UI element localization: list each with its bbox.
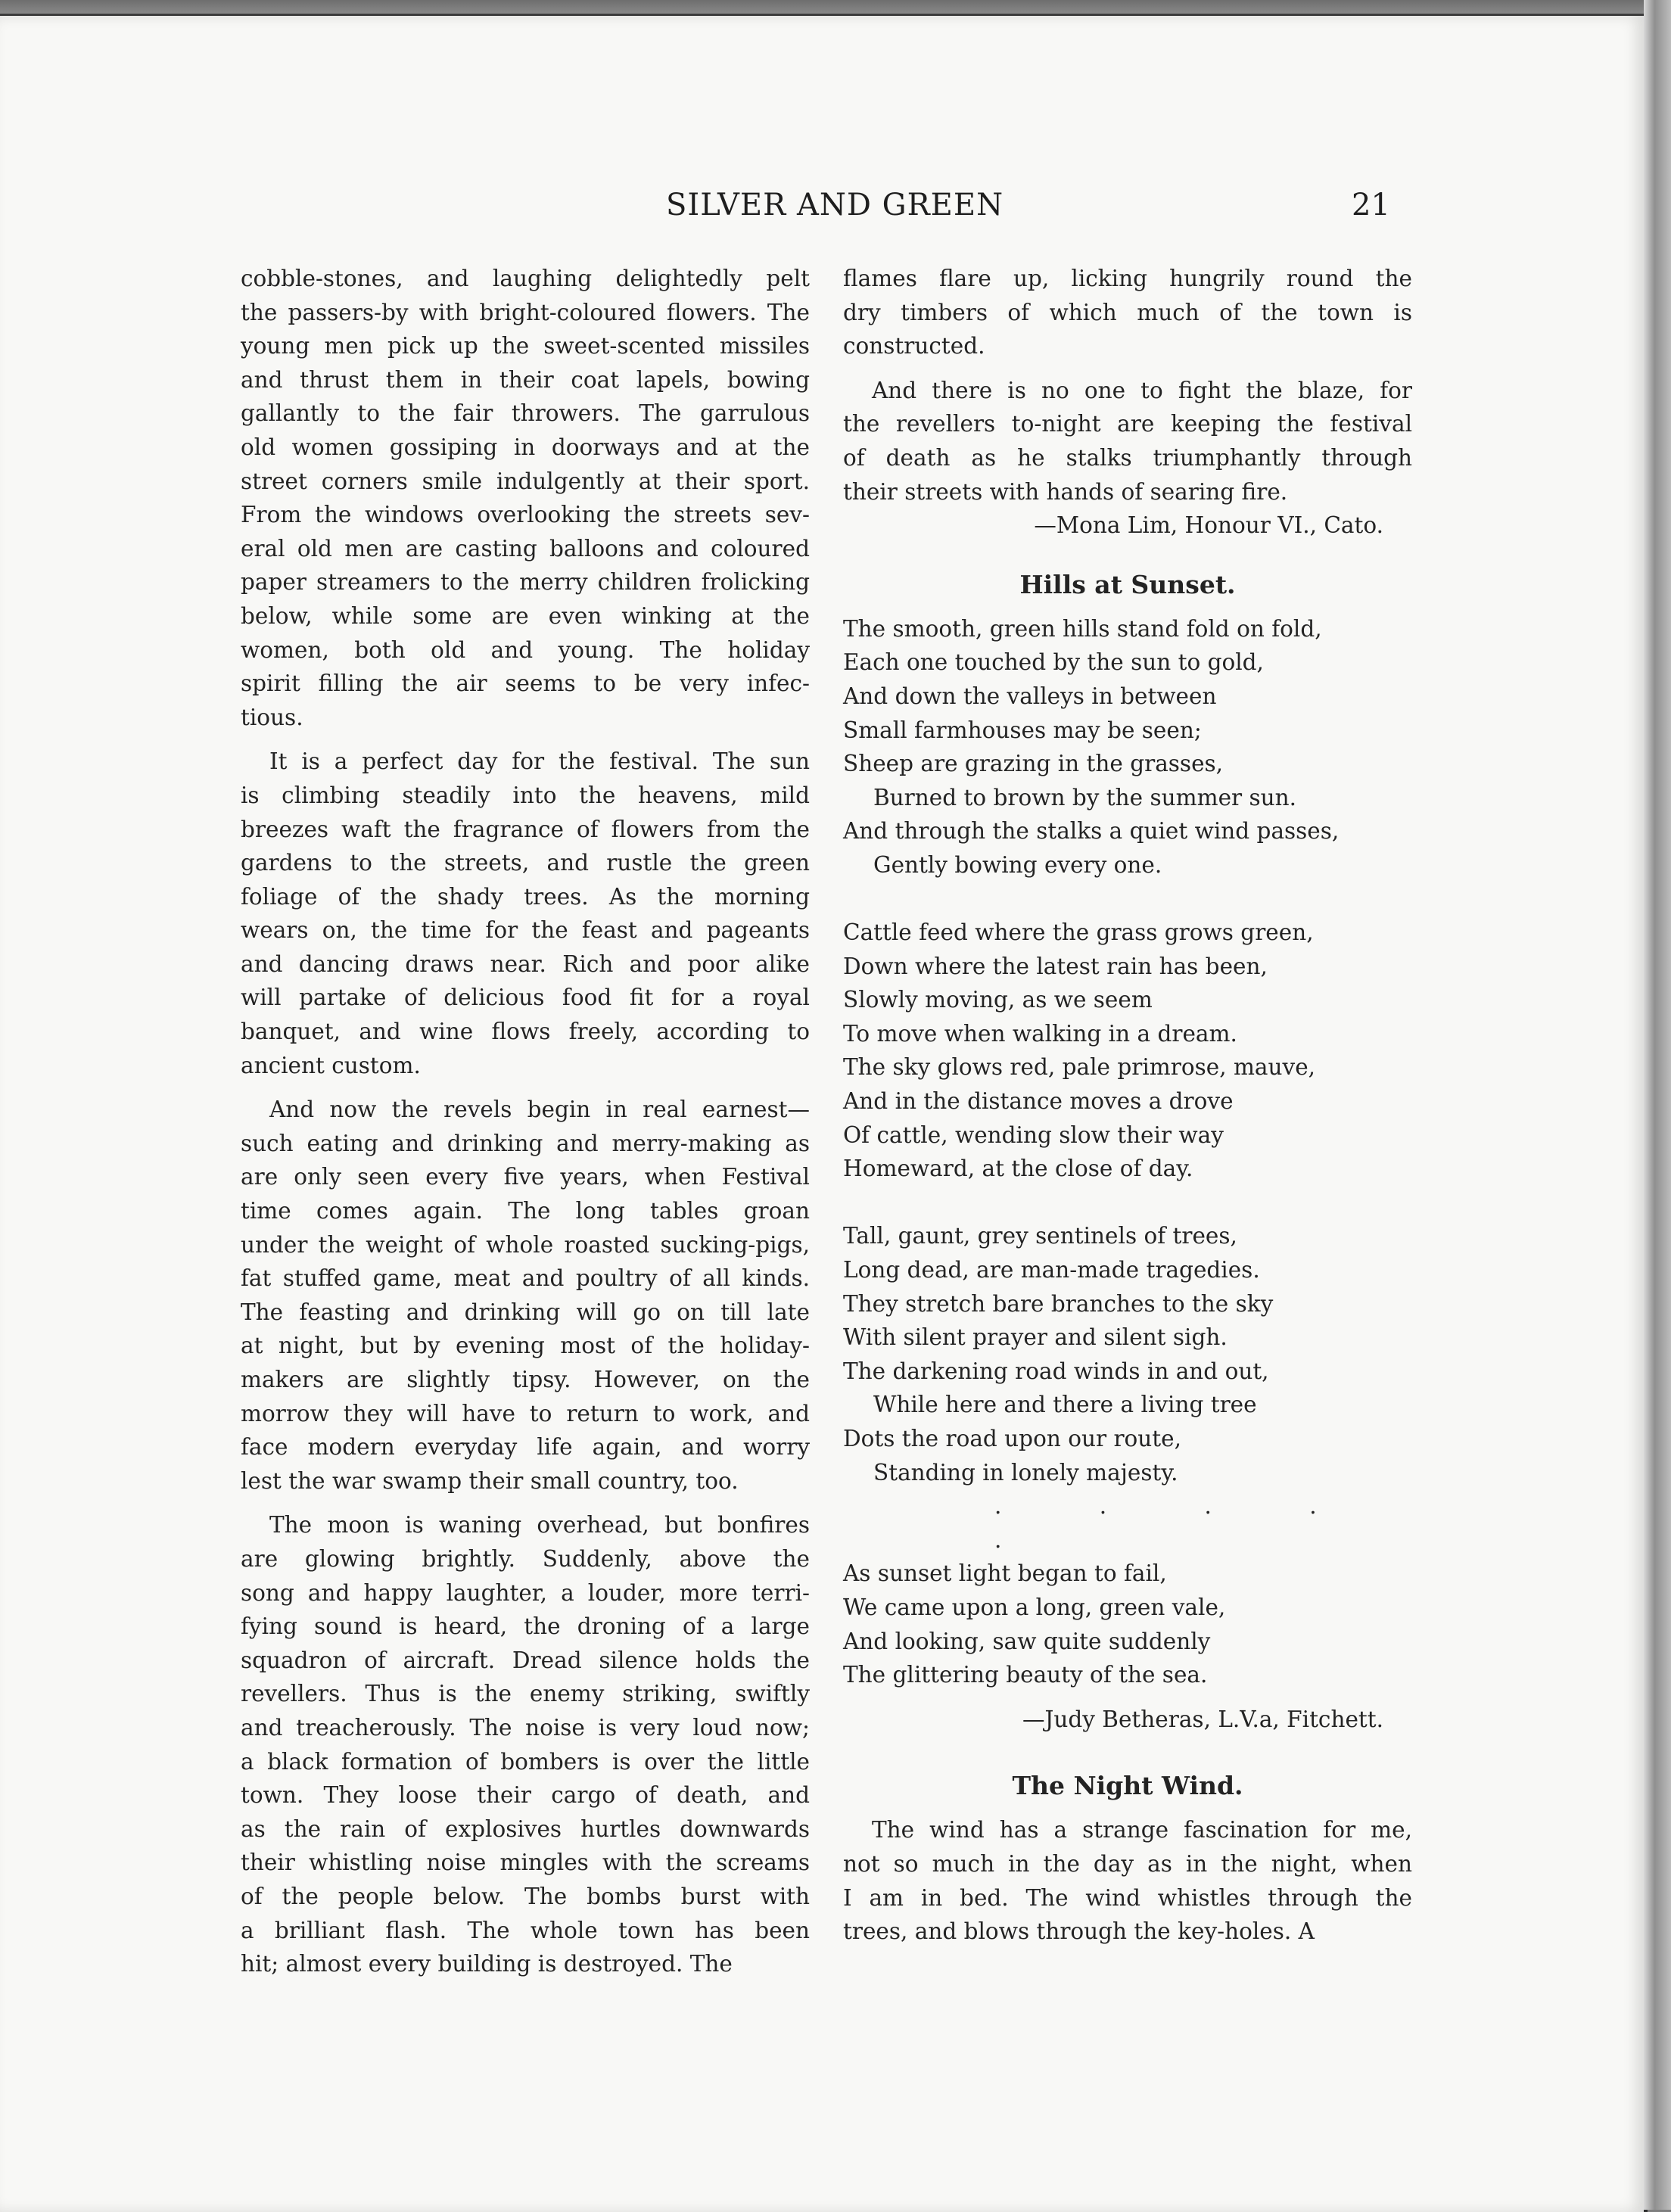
text-line: are glowing brightly. Suddenly, above the — [241, 1545, 810, 1572]
poem-line: Down where the latest rain has been, — [843, 953, 1268, 979]
text-line: dry timbers of which much of the town is — [843, 299, 1412, 325]
text-line: a brilliant flash. The whole town has been — [241, 1917, 810, 1943]
text-line: revellers. Thus is the enemy striking, swiftly — [241, 1681, 810, 1707]
text-line: the passers-by with bright-coloured flowers. The — [241, 299, 810, 325]
text-line: foliage of the shady trees. As the morning — [241, 883, 810, 910]
poem-stanza-2 — [843, 916, 1412, 1186]
text-line: fying sound is heard, the droning of a large — [241, 1613, 810, 1640]
text-line: song and happy laughter, a louder, more terri- — [241, 1579, 810, 1606]
text-line: a black formation of bombers is over the little — [241, 1748, 810, 1775]
text-line: The feasting and drinking will go on till late — [241, 1299, 810, 1325]
text-line: such eating and drinking and merry-making as — [241, 1130, 810, 1156]
signature-judy-betheras: —Judy Betheras, L.V.a, Fitchett. — [1022, 1706, 1383, 1732]
poem-line: The smooth, green hills stand fold on fold, — [843, 615, 1322, 642]
text-line: breezes waft the fragrance of flowers from the — [241, 816, 810, 842]
text-line: I am in bed. The wind whistles through the — [843, 1884, 1412, 1911]
text-line: time comes again. The long tables groan — [241, 1198, 810, 1224]
text-line: paper streamers to the merry children frolicking — [241, 569, 810, 596]
text-line: It is a perfect day for the festival. The sun — [269, 748, 810, 775]
text-line: eral old men are casting balloons and coloured — [241, 535, 810, 562]
night-wind-paragraph — [843, 1813, 1412, 1948]
text-line: and thrust them in their coat lapels, bowing — [241, 366, 810, 393]
text-line: and dancing draws near. Rich and poor alike — [241, 950, 810, 977]
text-line: makers are slightly tipsy. However, on the — [241, 1367, 810, 1392]
left-paragraph-4 — [241, 1508, 810, 1980]
poem-line: With silent prayer and silent sigh. — [843, 1324, 1228, 1351]
text-line: lest the war swamp their small country, too. — [241, 1467, 739, 1494]
text-line: street corners smile indulgently at their sport. — [241, 468, 810, 494]
text-line: ancient custom. — [241, 1052, 421, 1078]
text-line: wears on, the time for the feast and pageants — [241, 917, 810, 944]
page-number: 21 — [1352, 188, 1390, 222]
text-line: will partake of delicious food fit for a royal — [241, 985, 810, 1011]
text-line: banquet, and wine flows freely, according to — [241, 1019, 810, 1045]
poem-line: Homeward, at the close of day. — [843, 1156, 1193, 1182]
text-line: trees, and blows through the key-holes. A — [843, 1918, 1315, 1945]
left-paragraph-3 — [241, 1093, 810, 1498]
poem-line: And through the stalks a quiet wind passes, — [843, 818, 1340, 845]
poem-line: And in the distance moves a drove — [843, 1088, 1234, 1115]
text-line: gallantly to the fair throwers. The garrulous — [241, 400, 810, 427]
poem-line: While here and there a living tree — [873, 1392, 1257, 1418]
left-column — [241, 262, 810, 1981]
text-line: under the weight of whole roasted sucking-pigs, — [241, 1231, 810, 1258]
poem-line: Burned to brown by the summer sun. — [873, 784, 1297, 810]
text-line: gardens to the streets, and rustle the green — [241, 850, 810, 876]
text-line: flames flare up, licking hungrily round the — [843, 266, 1412, 291]
poem-line: Of cattle, wending slow their way — [843, 1122, 1224, 1148]
text-line: town. They loose their cargo of death, and — [241, 1782, 810, 1809]
poem-line: Sheep are grazing in the grasses, — [843, 751, 1224, 777]
signature-mona-lim: —Mona Lim, Honour VI., Cato. — [1034, 512, 1383, 539]
night-wind-title: The Night Wind. — [1012, 1771, 1243, 1801]
text-line: their streets with hands of searing fire. — [843, 478, 1288, 505]
text-line: The wind has a strange fascination for me, — [872, 1817, 1412, 1843]
right-paragraph-1 — [843, 262, 1412, 363]
poem-line: And down the valleys in between — [843, 683, 1217, 709]
text-line: are only seen every five years, when Festival — [241, 1164, 810, 1190]
text-line: not so much in the day as in the night, when — [843, 1850, 1412, 1877]
poem-line: They stretch bare branches to the sky — [843, 1290, 1274, 1317]
running-head: SILVER AND GREEN — [666, 188, 1004, 222]
text-line: hit; almost every building is destroyed. The — [241, 1951, 733, 1977]
poem-line: Standing in lonely majesty. — [873, 1459, 1178, 1486]
text-line: cobble-stones, and laughing delightedly pelt — [241, 266, 810, 291]
right-paragraph-2 — [843, 374, 1412, 509]
text-line: squadron of aircraft. Dread silence holds the — [241, 1647, 810, 1673]
text-line: of the people below. The bombs burst with — [241, 1883, 810, 1909]
text-line: old women gossiping in doorways and at the — [241, 434, 810, 460]
text-line: tious. — [241, 704, 303, 730]
poem-line: Dots the road upon our route, — [843, 1426, 1181, 1451]
poem-line: Slowly moving, as we seem — [843, 987, 1153, 1013]
text-line: face modern everyday life again, and worry — [241, 1434, 810, 1461]
left-paragraph-2 — [241, 745, 810, 1082]
poem-line: To move when walking in a dream. — [843, 1020, 1237, 1047]
poem-line: And looking, saw quite suddenly — [843, 1628, 1211, 1654]
text-line: And now the revels begin in real earnest— — [269, 1097, 810, 1123]
text-line: as the rain of explosives hurtles downwards — [241, 1815, 810, 1842]
text-line: of death as he stalks triumphantly through — [843, 444, 1412, 471]
poem-line: Tall, gaunt, grey sentinels of trees, — [843, 1223, 1237, 1249]
poem-stanza-3 — [843, 1219, 1412, 1489]
poem-line: We came upon a long, green vale, — [843, 1594, 1226, 1620]
poem-title: Hills at Sunset. — [1019, 569, 1236, 599]
text-line: morrow they will have to return to work, and — [241, 1400, 810, 1426]
text-line: fat stuffed game, meat and poultry of all kinds. — [241, 1265, 810, 1292]
poem-line: Small farmhouses may be seen; — [843, 717, 1202, 743]
text-line: constructed. — [843, 333, 985, 359]
left-paragraph-1 — [241, 262, 810, 734]
text-line: is climbing steadily into the heavens, mild — [241, 782, 810, 808]
poem-line: The darkening road winds in and out, — [843, 1358, 1269, 1384]
right-column — [843, 262, 1412, 1949]
text-line: spirit filling the air seems to be very infec- — [241, 670, 810, 697]
poem-line: Each one touched by the sun to gold, — [843, 649, 1264, 676]
poem-stanza-1 — [843, 612, 1412, 882]
poem-line: As sunset light began to fail, — [843, 1560, 1167, 1587]
text-line: young men pick up the sweet-scented missiles — [241, 333, 810, 359]
poem-line: The sky glows red, pale primrose, mauve, — [843, 1054, 1316, 1081]
text-line: their whistling noise mingles with the screams — [241, 1850, 810, 1876]
text-line: the revellers to-night are keeping the festival — [843, 411, 1412, 437]
text-line: From the windows overlooking the streets sev- — [241, 502, 810, 528]
text-line: below, while some are even winking at the — [241, 602, 810, 629]
poem-line: The glittering beauty of the sea. — [843, 1662, 1208, 1688]
poem-line: Cattle feed where the grass grows green, — [843, 919, 1314, 946]
text-line: women, both old and young. The holiday — [241, 636, 810, 663]
poem-line: Long dead, are man-made tragedies. — [843, 1257, 1260, 1283]
text-line: and treacherously. The noise is very loud now; — [241, 1714, 810, 1741]
poem-line: Gently bowing every one. — [873, 851, 1162, 878]
text-line: at night, but by evening most of the holiday- — [241, 1333, 810, 1359]
poem-stanza-4 — [843, 1557, 1412, 1691]
page-binding-edge — [1644, 0, 1671, 2210]
text-line: The moon is waning overhead, but bonfires — [269, 1512, 810, 1538]
poem-ellipsis-dots: . . . . . — [994, 1493, 1362, 1553]
text-line: And there is no one to fight the blaze, for — [872, 377, 1412, 403]
